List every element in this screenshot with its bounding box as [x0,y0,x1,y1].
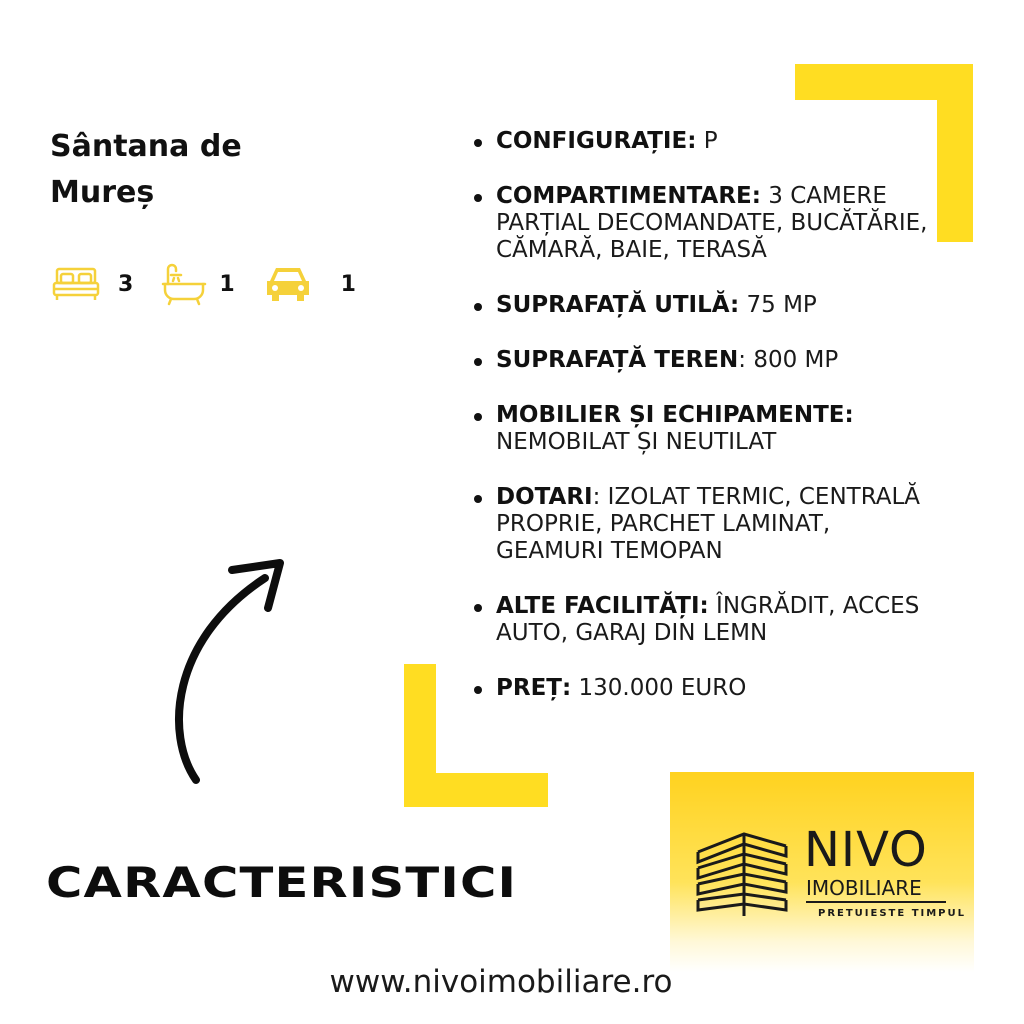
feature-label: PREȚ: [496,675,572,701]
brand-name: NIVO [804,822,928,878]
feature-item-equipment [470,484,940,565]
building-logo-icon [694,828,790,920]
bedrooms-count: 3 [118,271,134,297]
brand-subtitle: IMOBILIARE [806,876,922,900]
feature-label: SUPRAFAȚĂ UTILĂ: [496,292,740,318]
section-heading: CARACTERISTICI [46,858,518,907]
feature-item-land-area [470,347,940,374]
top-right-bracket-vertical [937,64,973,242]
feature-item-usable-area [470,292,940,319]
brand-tagline: PRETUIESTE TIMPUL [818,908,967,919]
bottom-left-bracket-horizontal [404,773,548,807]
website-link[interactable]: www.nivoimobiliare.ro [329,964,673,1000]
feature-item-layout [470,183,940,264]
feature-label: COMPARTIMENTARE: [496,183,761,209]
feature-item-facilities [470,593,940,647]
feature-value: P [696,128,718,154]
feature-label: MOBILIER ȘI ECHIPAMENTE: [496,402,854,428]
feature-label: CONFIGURAȚIE: [496,128,697,154]
feature-item-price [470,675,940,702]
car-icon [265,264,311,304]
feature-value: 130.000 EURO [571,675,747,701]
location-title: Sântana de Mureș [50,129,242,210]
feature-value: : IZOLAT TERMIC, CENTRALĂ PROPRIE, PARCHET LAMINAT, GEAMURI TEMOPAN [496,484,921,564]
bathrooms-amenity [161,262,234,306]
feature-value: ÎNGRĂDIT, ACCES AUTO, GARAJ DIN LEMN [496,593,920,646]
feature-value: 3 CAMERE PARȚIAL DECOMANDATE, BUCĂTĂRIE, CĂMARĂ, BAIE, TERASĂ [496,183,928,263]
curved-arrow-icon [160,550,300,800]
parking-amenity [265,264,356,304]
bed-icon [52,266,100,302]
brand-divider [806,901,946,903]
parking-count: 1 [340,271,356,297]
feature-value: : 800 MP [738,347,839,373]
feature-item-configuration [470,128,940,155]
bathtub-icon [161,262,207,306]
feature-label: SUPRAFAȚĂ TEREN [496,347,739,373]
bathrooms-count: 1 [219,271,235,297]
feature-item-furniture [470,402,940,456]
bedrooms-amenity [52,266,133,302]
features-list [470,128,940,730]
feature-value: 75 MP [739,292,817,318]
feature-value: NEMOBILAT ȘI NEUTILAT [496,429,777,455]
feature-label: DOTARI [496,484,593,510]
amenities-row [52,262,356,306]
feature-label: ALTE FACILITĂȚI: [496,593,709,619]
